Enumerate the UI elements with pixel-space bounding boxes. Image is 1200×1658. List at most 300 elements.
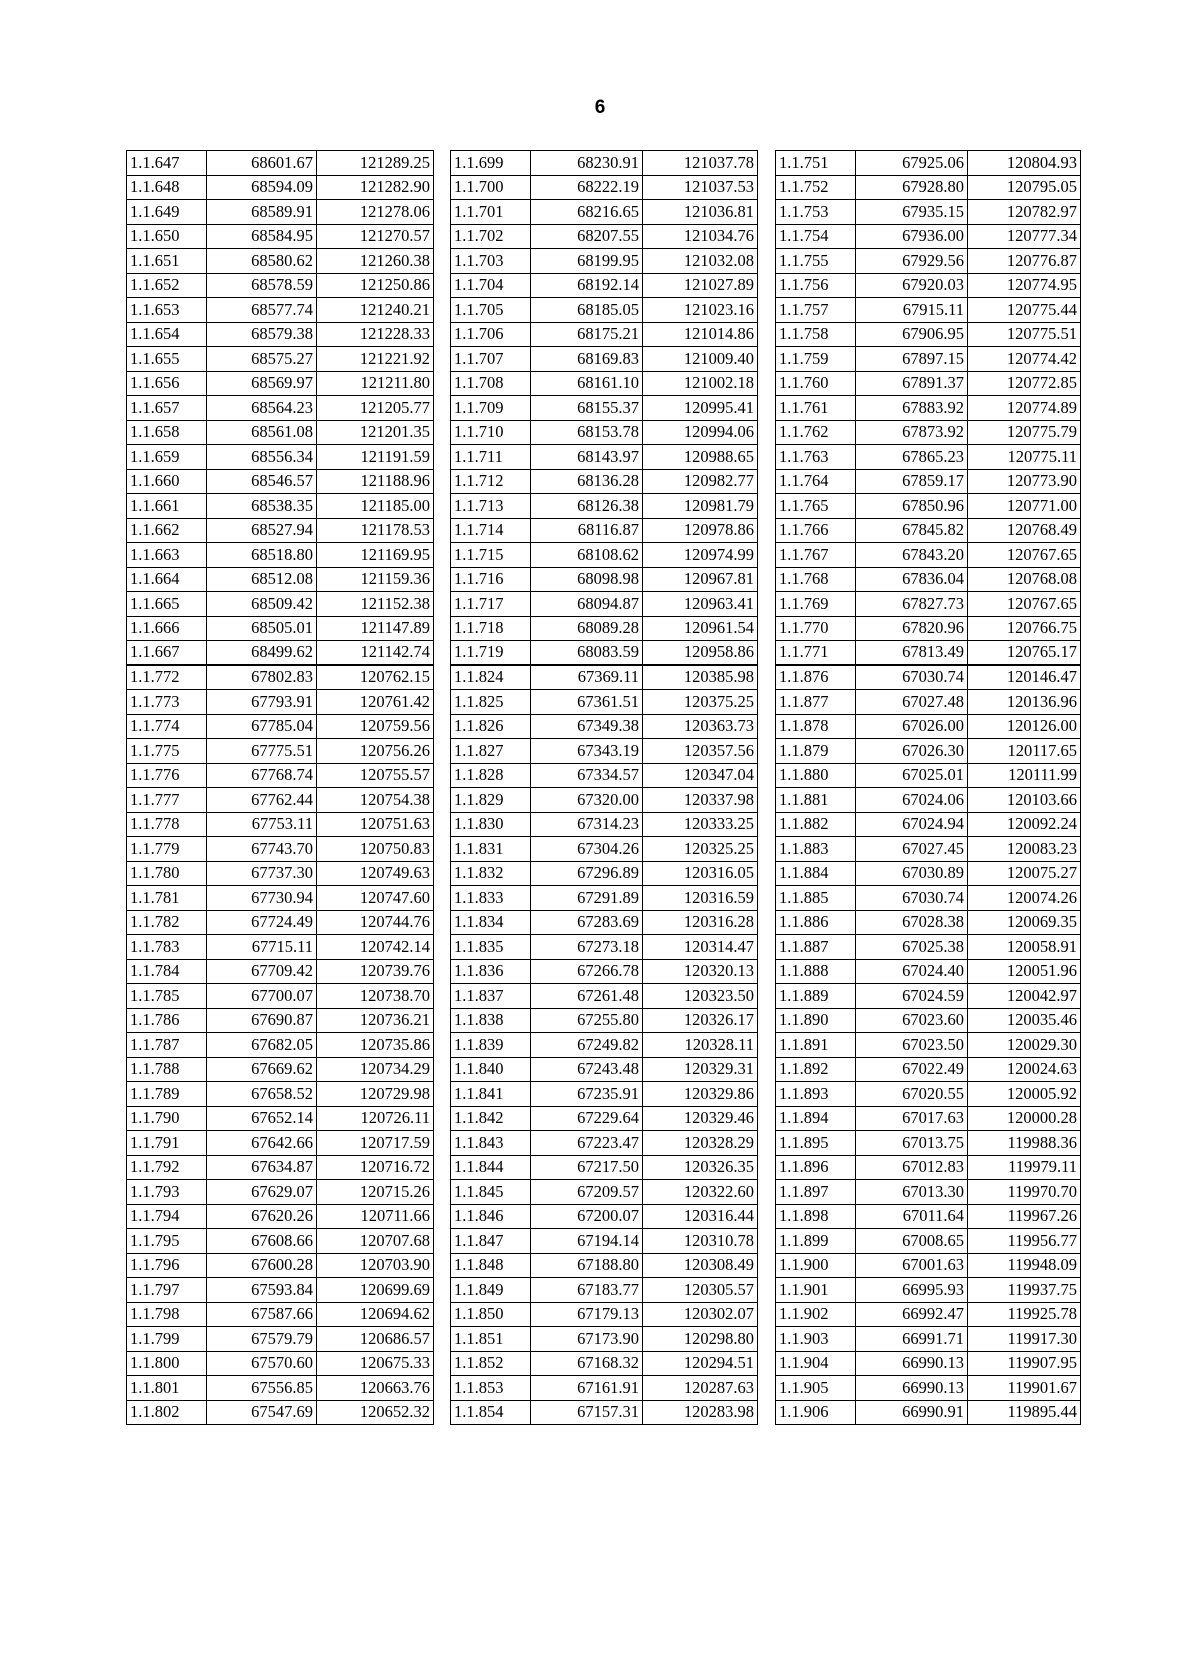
table-row	[127, 347, 434, 372]
x-coordinate-cell: 67013.75	[856, 1131, 968, 1156]
x-coordinate-cell: 68143.97	[531, 445, 643, 470]
table-row	[776, 1400, 1081, 1425]
x-coordinate-cell: 67194.14	[531, 1229, 643, 1254]
table-row	[127, 592, 434, 617]
x-coordinate-cell: 67629.07	[207, 1180, 317, 1205]
x-coordinate-cell: 67775.51	[207, 739, 317, 764]
point-id-cell: 1.1.705	[451, 298, 531, 323]
x-coordinate-cell: 68169.83	[531, 347, 643, 372]
point-id-cell: 1.1.903	[776, 1327, 856, 1352]
y-coordinate-cell: 120958.86	[643, 641, 758, 666]
point-id-cell: 1.1.798	[127, 1302, 207, 1327]
point-id-cell: 1.1.879	[776, 739, 856, 764]
point-id-cell: 1.1.782	[127, 910, 207, 935]
x-coordinate-cell: 67343.19	[531, 739, 643, 764]
y-coordinate-cell: 120726.11	[317, 1106, 434, 1131]
x-coordinate-cell: 68509.42	[207, 592, 317, 617]
point-id-cell: 1.1.852	[451, 1351, 531, 1376]
y-coordinate-cell: 120762.15	[317, 665, 434, 690]
table-row	[451, 543, 758, 568]
table-row	[776, 494, 1081, 519]
y-coordinate-cell: 120111.99	[968, 763, 1081, 788]
point-id-cell: 1.1.715	[451, 543, 531, 568]
table-row	[127, 1376, 434, 1401]
y-coordinate-cell: 120774.89	[968, 396, 1081, 421]
point-id-cell: 1.1.703	[451, 249, 531, 274]
table-row	[776, 959, 1081, 984]
point-id-cell: 1.1.769	[776, 592, 856, 617]
y-coordinate-cell: 120771.00	[968, 494, 1081, 519]
point-id-cell: 1.1.780	[127, 861, 207, 886]
table-row	[127, 224, 434, 249]
point-id-cell: 1.1.763	[776, 445, 856, 470]
x-coordinate-cell: 68579.38	[207, 322, 317, 347]
y-coordinate-cell: 120337.98	[643, 788, 758, 813]
point-id-cell: 1.1.757	[776, 298, 856, 323]
y-coordinate-cell: 120302.07	[643, 1302, 758, 1327]
x-coordinate-cell: 67026.00	[856, 714, 968, 739]
x-coordinate-cell: 67634.87	[207, 1155, 317, 1180]
table-row	[451, 616, 758, 641]
y-coordinate-cell: 120751.63	[317, 812, 434, 837]
point-id-cell: 1.1.834	[451, 910, 531, 935]
table-row	[127, 910, 434, 935]
y-coordinate-cell: 120136.96	[968, 690, 1081, 715]
x-coordinate-cell: 67802.83	[207, 665, 317, 690]
table-row	[776, 714, 1081, 739]
point-id-cell: 1.1.841	[451, 1082, 531, 1107]
x-coordinate-cell: 68161.10	[531, 371, 643, 396]
y-coordinate-cell: 120316.28	[643, 910, 758, 935]
x-coordinate-cell: 68098.98	[531, 567, 643, 592]
table-row	[776, 837, 1081, 862]
x-coordinate-cell: 67025.01	[856, 763, 968, 788]
table-row	[451, 494, 758, 519]
point-id-cell: 1.1.898	[776, 1204, 856, 1229]
point-id-cell: 1.1.900	[776, 1253, 856, 1278]
x-coordinate-cell: 68589.91	[207, 200, 317, 225]
x-coordinate-cell: 67235.91	[531, 1082, 643, 1107]
table-row	[127, 567, 434, 592]
y-coordinate-cell: 121240.21	[317, 298, 434, 323]
x-coordinate-cell: 67023.60	[856, 1008, 968, 1033]
table-row	[776, 567, 1081, 592]
y-coordinate-cell: 121260.38	[317, 249, 434, 274]
y-coordinate-cell: 120074.26	[968, 886, 1081, 911]
y-coordinate-cell: 120310.78	[643, 1229, 758, 1254]
table-row	[776, 1376, 1081, 1401]
x-coordinate-cell: 67027.48	[856, 690, 968, 715]
point-id-cell: 1.1.847	[451, 1229, 531, 1254]
x-coordinate-cell: 67179.13	[531, 1302, 643, 1327]
x-coordinate-cell: 67183.77	[531, 1278, 643, 1303]
table-row	[127, 420, 434, 445]
point-id-cell: 1.1.851	[451, 1327, 531, 1352]
table-row	[127, 151, 434, 176]
table-row	[127, 371, 434, 396]
point-id-cell: 1.1.876	[776, 665, 856, 690]
y-coordinate-cell: 120773.90	[968, 469, 1081, 494]
x-coordinate-cell: 67929.56	[856, 249, 968, 274]
x-coordinate-cell: 67291.89	[531, 886, 643, 911]
point-id-cell: 1.1.751	[776, 151, 856, 176]
point-id-cell: 1.1.667	[127, 641, 207, 666]
table-row	[776, 910, 1081, 935]
table-row	[451, 322, 758, 347]
x-coordinate-cell: 67028.38	[856, 910, 968, 935]
table-row	[451, 984, 758, 1009]
y-coordinate-cell: 120675.33	[317, 1351, 434, 1376]
point-id-cell: 1.1.702	[451, 224, 531, 249]
point-id-cell: 1.1.659	[127, 445, 207, 470]
point-id-cell: 1.1.885	[776, 886, 856, 911]
y-coordinate-cell: 120325.25	[643, 837, 758, 862]
y-coordinate-cell: 121205.77	[317, 396, 434, 421]
table-row	[127, 249, 434, 274]
y-coordinate-cell: 120749.63	[317, 861, 434, 886]
y-coordinate-cell: 120804.93	[968, 151, 1081, 176]
table-row	[127, 200, 434, 225]
table-row	[451, 1057, 758, 1082]
table-row	[776, 347, 1081, 372]
table-row	[451, 1351, 758, 1376]
y-coordinate-cell: 120328.29	[643, 1131, 758, 1156]
point-id-cell: 1.1.845	[451, 1180, 531, 1205]
coordinates-table-middle	[450, 150, 758, 1425]
x-coordinate-cell: 67836.04	[856, 567, 968, 592]
y-coordinate-cell: 121009.40	[643, 347, 758, 372]
table-row	[127, 1082, 434, 1107]
y-coordinate-cell: 120711.66	[317, 1204, 434, 1229]
table-row	[451, 1253, 758, 1278]
y-coordinate-cell: 120761.42	[317, 690, 434, 715]
point-id-cell: 1.1.790	[127, 1106, 207, 1131]
y-coordinate-cell: 120024.63	[968, 1057, 1081, 1082]
point-id-cell: 1.1.704	[451, 273, 531, 298]
y-coordinate-cell: 120117.65	[968, 739, 1081, 764]
point-id-cell: 1.1.799	[127, 1327, 207, 1352]
x-coordinate-cell: 67762.44	[207, 788, 317, 813]
x-coordinate-cell: 67865.23	[856, 445, 968, 470]
table-row	[451, 861, 758, 886]
x-coordinate-cell: 67690.87	[207, 1008, 317, 1033]
point-id-cell: 1.1.892	[776, 1057, 856, 1082]
x-coordinate-cell: 68083.59	[531, 641, 643, 666]
table-row	[451, 1106, 758, 1131]
point-id-cell: 1.1.775	[127, 739, 207, 764]
x-coordinate-cell: 67024.06	[856, 788, 968, 813]
x-coordinate-cell: 68575.27	[207, 347, 317, 372]
y-coordinate-cell: 120069.35	[968, 910, 1081, 935]
point-id-cell: 1.1.840	[451, 1057, 531, 1082]
table-row	[127, 1302, 434, 1327]
point-id-cell: 1.1.664	[127, 567, 207, 592]
y-coordinate-cell: 120694.62	[317, 1302, 434, 1327]
table-row	[776, 1131, 1081, 1156]
x-coordinate-cell: 68155.37	[531, 396, 643, 421]
x-coordinate-cell: 68108.62	[531, 543, 643, 568]
point-id-cell: 1.1.830	[451, 812, 531, 837]
point-id-cell: 1.1.661	[127, 494, 207, 519]
x-coordinate-cell: 67556.85	[207, 1376, 317, 1401]
table-row	[451, 1131, 758, 1156]
point-id-cell: 1.1.832	[451, 861, 531, 886]
x-coordinate-cell: 68116.87	[531, 518, 643, 543]
point-id-cell: 1.1.767	[776, 543, 856, 568]
x-coordinate-cell: 68578.59	[207, 273, 317, 298]
table-row	[451, 445, 758, 470]
y-coordinate-cell: 120283.98	[643, 1400, 758, 1425]
y-coordinate-cell: 121032.08	[643, 249, 758, 274]
x-coordinate-cell: 67229.64	[531, 1106, 643, 1131]
table-row	[776, 592, 1081, 617]
point-id-cell: 1.1.706	[451, 322, 531, 347]
y-coordinate-cell: 121178.53	[317, 518, 434, 543]
table-row	[127, 959, 434, 984]
y-coordinate-cell: 120298.80	[643, 1327, 758, 1352]
table-row	[127, 1400, 434, 1425]
point-id-cell: 1.1.773	[127, 690, 207, 715]
table-row	[451, 592, 758, 617]
x-coordinate-cell: 67023.50	[856, 1033, 968, 1058]
table-row	[776, 175, 1081, 200]
x-coordinate-cell: 67700.07	[207, 984, 317, 1009]
point-id-cell: 1.1.753	[776, 200, 856, 225]
coordinates-table-left	[126, 150, 434, 1425]
point-id-cell: 1.1.707	[451, 347, 531, 372]
table-row	[776, 739, 1081, 764]
y-coordinate-cell: 121037.78	[643, 151, 758, 176]
y-coordinate-cell: 120686.57	[317, 1327, 434, 1352]
table-row	[127, 1180, 434, 1205]
point-id-cell: 1.1.787	[127, 1033, 207, 1058]
point-id-cell: 1.1.708	[451, 371, 531, 396]
table-row	[127, 1351, 434, 1376]
x-coordinate-cell: 68577.74	[207, 298, 317, 323]
table-row	[451, 1400, 758, 1425]
point-id-cell: 1.1.836	[451, 959, 531, 984]
table-row	[776, 812, 1081, 837]
x-coordinate-cell: 67369.11	[531, 665, 643, 690]
point-id-cell: 1.1.761	[776, 396, 856, 421]
table-row	[451, 1082, 758, 1107]
y-coordinate-cell: 121289.25	[317, 151, 434, 176]
y-coordinate-cell: 120782.97	[968, 200, 1081, 225]
y-coordinate-cell: 120103.66	[968, 788, 1081, 813]
point-id-cell: 1.1.714	[451, 518, 531, 543]
table-row	[451, 714, 758, 739]
x-coordinate-cell: 68230.91	[531, 151, 643, 176]
y-coordinate-cell: 121147.89	[317, 616, 434, 641]
x-coordinate-cell: 67008.65	[856, 1229, 968, 1254]
point-id-cell: 1.1.785	[127, 984, 207, 1009]
x-coordinate-cell: 67883.92	[856, 396, 968, 421]
x-coordinate-cell: 67785.04	[207, 714, 317, 739]
table-row	[776, 1008, 1081, 1033]
point-id-cell: 1.1.905	[776, 1376, 856, 1401]
point-id-cell: 1.1.783	[127, 935, 207, 960]
x-coordinate-cell: 67813.49	[856, 641, 968, 666]
x-coordinate-cell: 67843.20	[856, 543, 968, 568]
point-id-cell: 1.1.779	[127, 837, 207, 862]
table-row	[776, 200, 1081, 225]
x-coordinate-cell: 68126.38	[531, 494, 643, 519]
point-id-cell: 1.1.843	[451, 1131, 531, 1156]
page-number: 6	[594, 97, 606, 118]
x-coordinate-cell: 67906.95	[856, 322, 968, 347]
table-row	[127, 298, 434, 323]
x-coordinate-cell: 68601.67	[207, 151, 317, 176]
y-coordinate-cell: 121142.74	[317, 641, 434, 666]
table-row	[776, 616, 1081, 641]
y-coordinate-cell: 120083.23	[968, 837, 1081, 862]
point-id-cell: 1.1.709	[451, 396, 531, 421]
x-coordinate-cell: 67891.37	[856, 371, 968, 396]
point-id-cell: 1.1.850	[451, 1302, 531, 1327]
point-id-cell: 1.1.880	[776, 763, 856, 788]
table-row	[776, 788, 1081, 813]
y-coordinate-cell: 119956.77	[968, 1229, 1081, 1254]
table-row	[127, 396, 434, 421]
point-id-cell: 1.1.794	[127, 1204, 207, 1229]
x-coordinate-cell: 67011.64	[856, 1204, 968, 1229]
point-id-cell: 1.1.890	[776, 1008, 856, 1033]
table-row	[451, 469, 758, 494]
table-row	[776, 1302, 1081, 1327]
point-id-cell: 1.1.882	[776, 812, 856, 837]
table-row	[776, 518, 1081, 543]
x-coordinate-cell: 67013.30	[856, 1180, 968, 1205]
x-coordinate-cell: 67030.89	[856, 861, 968, 886]
table-row	[127, 1057, 434, 1082]
y-coordinate-cell: 121159.36	[317, 567, 434, 592]
y-coordinate-cell: 120747.60	[317, 886, 434, 911]
x-coordinate-cell: 67593.84	[207, 1278, 317, 1303]
point-id-cell: 1.1.802	[127, 1400, 207, 1425]
table-row	[451, 175, 758, 200]
x-coordinate-cell: 68580.62	[207, 249, 317, 274]
x-coordinate-cell: 67017.63	[856, 1106, 968, 1131]
x-coordinate-cell: 68527.94	[207, 518, 317, 543]
point-id-cell: 1.1.649	[127, 200, 207, 225]
y-coordinate-cell: 119970.70	[968, 1180, 1081, 1205]
table-row	[776, 763, 1081, 788]
y-coordinate-cell: 120978.86	[643, 518, 758, 543]
x-coordinate-cell: 68564.23	[207, 396, 317, 421]
x-coordinate-cell: 66991.71	[856, 1327, 968, 1352]
point-id-cell: 1.1.770	[776, 616, 856, 641]
point-id-cell: 1.1.717	[451, 592, 531, 617]
y-coordinate-cell: 120772.85	[968, 371, 1081, 396]
table-row	[451, 886, 758, 911]
point-id-cell: 1.1.755	[776, 249, 856, 274]
table-row	[127, 1106, 434, 1131]
point-id-cell: 1.1.764	[776, 469, 856, 494]
table-row	[776, 1155, 1081, 1180]
x-coordinate-cell: 68216.65	[531, 200, 643, 225]
point-id-cell: 1.1.838	[451, 1008, 531, 1033]
table-row	[776, 273, 1081, 298]
x-coordinate-cell: 67642.66	[207, 1131, 317, 1156]
table-row	[127, 543, 434, 568]
x-coordinate-cell: 68561.08	[207, 420, 317, 445]
x-coordinate-cell: 67669.62	[207, 1057, 317, 1082]
y-coordinate-cell: 120314.47	[643, 935, 758, 960]
table-row	[127, 984, 434, 1009]
table-row	[127, 322, 434, 347]
table-row	[127, 1278, 434, 1303]
y-coordinate-cell: 120715.26	[317, 1180, 434, 1205]
y-coordinate-cell: 119967.26	[968, 1204, 1081, 1229]
point-id-cell: 1.1.762	[776, 420, 856, 445]
x-coordinate-cell: 67724.49	[207, 910, 317, 935]
x-coordinate-cell: 67587.66	[207, 1302, 317, 1327]
table-row	[451, 420, 758, 445]
point-id-cell: 1.1.752	[776, 175, 856, 200]
table-row	[451, 396, 758, 421]
table-row	[776, 1057, 1081, 1082]
point-id-cell: 1.1.658	[127, 420, 207, 445]
y-coordinate-cell: 120768.49	[968, 518, 1081, 543]
x-coordinate-cell: 67600.28	[207, 1253, 317, 1278]
x-coordinate-cell: 68505.01	[207, 616, 317, 641]
table-row	[127, 494, 434, 519]
point-id-cell: 1.1.784	[127, 959, 207, 984]
table-row	[451, 665, 758, 690]
table-row	[776, 1253, 1081, 1278]
table-row	[127, 1033, 434, 1058]
y-coordinate-cell: 119988.36	[968, 1131, 1081, 1156]
x-coordinate-cell: 67753.11	[207, 812, 317, 837]
point-id-cell: 1.1.839	[451, 1033, 531, 1058]
y-coordinate-cell: 119925.78	[968, 1302, 1081, 1327]
y-coordinate-cell: 120323.50	[643, 984, 758, 1009]
y-coordinate-cell: 120357.56	[643, 739, 758, 764]
x-coordinate-cell: 68512.08	[207, 567, 317, 592]
table-row	[776, 861, 1081, 886]
table-row	[451, 151, 758, 176]
y-coordinate-cell: 120775.44	[968, 298, 1081, 323]
y-coordinate-cell: 120042.97	[968, 984, 1081, 1009]
table-row	[451, 1302, 758, 1327]
y-coordinate-cell: 120308.49	[643, 1253, 758, 1278]
point-id-cell: 1.1.826	[451, 714, 531, 739]
point-id-cell: 1.1.878	[776, 714, 856, 739]
table-row	[451, 347, 758, 372]
table-row	[127, 518, 434, 543]
table-row	[451, 371, 758, 396]
x-coordinate-cell: 67652.14	[207, 1106, 317, 1131]
x-coordinate-cell: 67709.42	[207, 959, 317, 984]
point-id-cell: 1.1.768	[776, 567, 856, 592]
y-coordinate-cell: 120974.99	[643, 543, 758, 568]
y-coordinate-cell: 120765.17	[968, 641, 1081, 666]
x-coordinate-cell: 68136.28	[531, 469, 643, 494]
table-row	[127, 812, 434, 837]
point-id-cell: 1.1.877	[776, 690, 856, 715]
x-coordinate-cell: 67845.82	[856, 518, 968, 543]
x-coordinate-cell: 68222.19	[531, 175, 643, 200]
x-coordinate-cell: 67920.03	[856, 273, 968, 298]
table-row	[451, 1229, 758, 1254]
y-coordinate-cell: 120767.65	[968, 592, 1081, 617]
table-row	[451, 812, 758, 837]
y-coordinate-cell: 121188.96	[317, 469, 434, 494]
y-coordinate-cell: 120775.51	[968, 322, 1081, 347]
x-coordinate-cell: 66990.91	[856, 1400, 968, 1425]
y-coordinate-cell: 120326.35	[643, 1155, 758, 1180]
point-id-cell: 1.1.825	[451, 690, 531, 715]
